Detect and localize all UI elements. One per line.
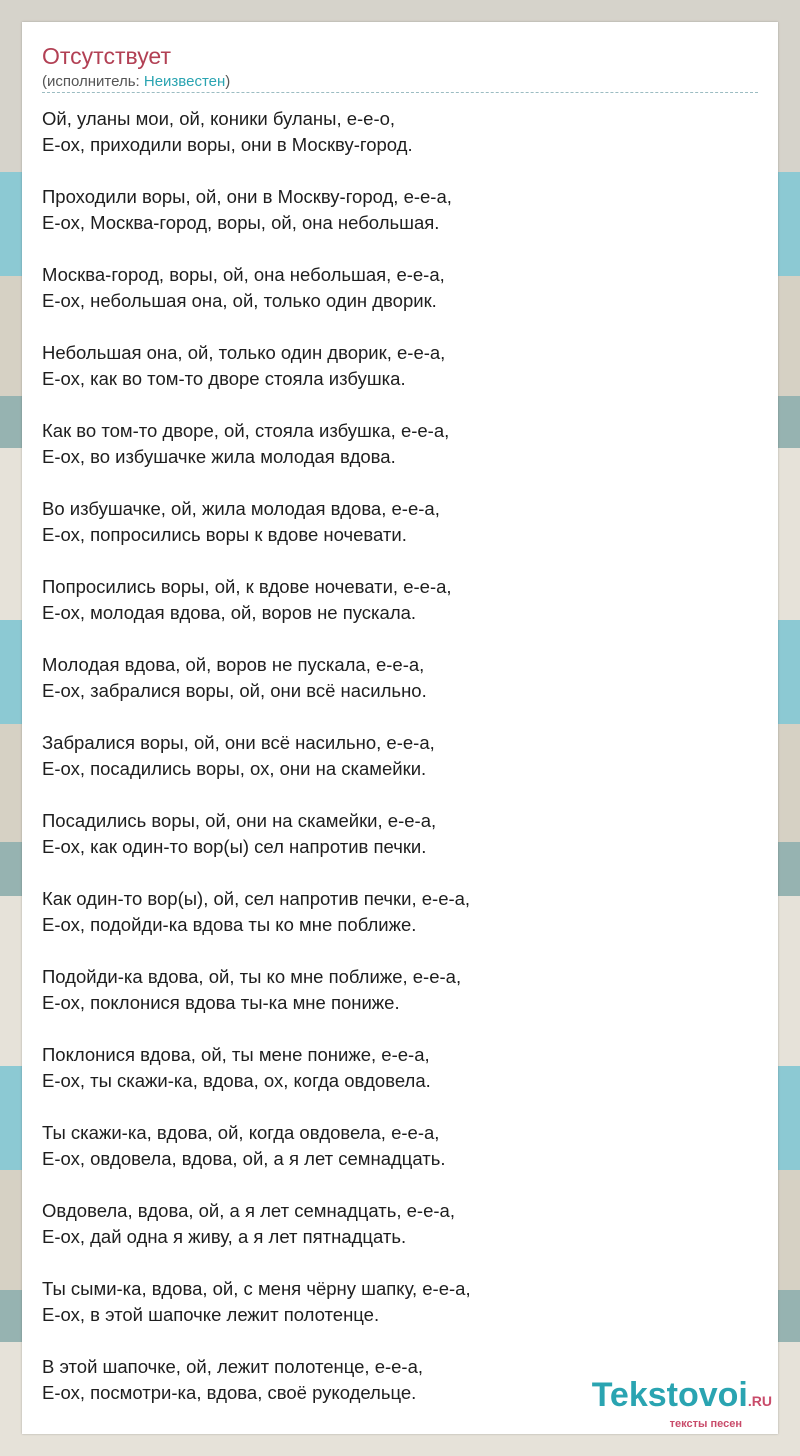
artist-link[interactable]: Неизвестен	[143, 73, 226, 90]
lyric-line: Ой, уланы мои, ой, коники буланы, е-е-о,	[42, 108, 396, 129]
lyric-line: Проходили воры, ой, они в Москву-город, е-е-а,	[42, 186, 452, 207]
stanza	[42, 730, 758, 808]
lyric-line: Е-ох, небольшая она, ой, только один дворик.	[42, 290, 437, 311]
lyric-line: Овдовела, вдова, ой, а я лет семнадцать, е-е-а,	[42, 1200, 455, 1221]
stanza	[42, 886, 758, 964]
lyric-line: Е-ох, в этой шапочке лежит полотенце.	[42, 1304, 380, 1325]
logo-main-text: Tekstovoi	[591, 1376, 748, 1414]
lyrics-card	[22, 22, 778, 1434]
lyric-line: В этой шапочке, ой, лежит полотенце, е-е-а,	[42, 1356, 424, 1377]
logo-tagline: тексты песен	[669, 1418, 742, 1430]
lyric-line: Как во том-то дворе, ой, стояла избушка, е-е-а,	[42, 420, 450, 441]
lyric-line: Е-ох, молодая вдова, ой, воров не пускала.	[42, 602, 417, 623]
stanza	[42, 1120, 758, 1198]
stanza	[42, 1198, 758, 1276]
lyric-line: Молодая вдова, ой, воров не пускала, е-е-а,	[42, 654, 425, 675]
logo-wordmark	[592, 1378, 772, 1418]
lyric-line: Е-ох, приходили воры, они в Москву-город.	[42, 134, 413, 155]
lyric-line: Небольшая она, ой, только один дворик, е-е-а,	[42, 342, 446, 363]
lyric-line: Е-ох, ты скажи-ка, вдова, ох, когда овдовела.	[42, 1070, 431, 1091]
lyric-line: Е-ох, поклонися вдова ты-ка мне пониже.	[42, 992, 400, 1013]
lyric-line: Как один-то вор(ы), ой, сел напротив печки, е-е-а,	[42, 888, 471, 909]
lyric-line: Е-ох, как во том-то дворе стояла избушка.	[42, 368, 406, 389]
stanza	[42, 808, 758, 886]
lyric-line: Е-ох, во избушачке жила молодая вдова.	[42, 446, 396, 467]
artist-prefix: (исполнитель:	[42, 73, 144, 90]
artist-line	[42, 72, 230, 92]
logo-suffix: .RU	[747, 1393, 772, 1409]
lyric-line: Во избушачке, ой, жила молодая вдова, е-е-а,	[42, 498, 440, 519]
stanza	[42, 652, 758, 730]
lyric-line: Е-ох, дай одна я живу, а я лет пятнадцать.	[42, 1226, 407, 1247]
artist-suffix: )	[225, 73, 231, 90]
title-divider	[42, 92, 758, 93]
lyrics-body	[42, 106, 758, 1432]
lyric-line: Е-ох, как один-то вор(ы) сел напротив печки.	[42, 836, 427, 857]
stanza	[42, 496, 758, 574]
lyric-line: Москва-город, воры, ой, она небольшая, е-е-а,	[42, 264, 445, 285]
lyric-line: Подойди-ка вдова, ой, ты ко мне поближе, е-е-а,	[42, 966, 462, 987]
lyric-line: Поклонися вдова, ой, ты мене пониже, е-е-а,	[42, 1044, 430, 1065]
lyric-line: Е-ох, попросились воры к вдове ночевати.	[42, 524, 407, 545]
stanza	[42, 1276, 758, 1354]
lyric-line: Попросились воры, ой, к вдове ночевати, е-е-а,	[42, 576, 452, 597]
song-title: Отсутствует	[42, 43, 171, 69]
stanza	[42, 418, 758, 496]
stanza	[42, 262, 758, 340]
lyric-line: Е-ох, Москва-город, воры, ой, она небольшая.	[42, 212, 440, 233]
lyric-line: Забралися воры, ой, они всё насильно, е-е-а,	[42, 732, 435, 753]
lyric-line: Е-ох, посадились воры, ох, они на скамейки.	[42, 758, 427, 779]
stanza	[42, 340, 758, 418]
stanza	[42, 1042, 758, 1120]
stanza	[42, 184, 758, 262]
stanza	[42, 964, 758, 1042]
lyric-line: Ты сыми-ка, вдова, ой, с меня чёрну шапку, е-е-а,	[42, 1278, 471, 1299]
lyric-line: Е-ох, забралися воры, ой, они всё насильно.	[42, 680, 427, 701]
stanza	[42, 574, 758, 652]
site-logo[interactable]	[592, 1378, 772, 1430]
lyric-line: Е-ох, посмотри-ка, вдова, своё рукодельце.	[42, 1382, 417, 1403]
lyric-line: Е-ох, подойди-ка вдова ты ко мне поближе.	[42, 914, 417, 935]
stanza	[42, 106, 758, 184]
lyric-line: Е-ох, овдовела, вдова, ой, а я лет семнадцать.	[42, 1148, 446, 1169]
lyric-line: Ты скажи-ка, вдова, ой, когда овдовела, е-е-а,	[42, 1122, 440, 1143]
lyric-line: Посадились воры, ой, они на скамейки, е-е-а,	[42, 810, 437, 831]
